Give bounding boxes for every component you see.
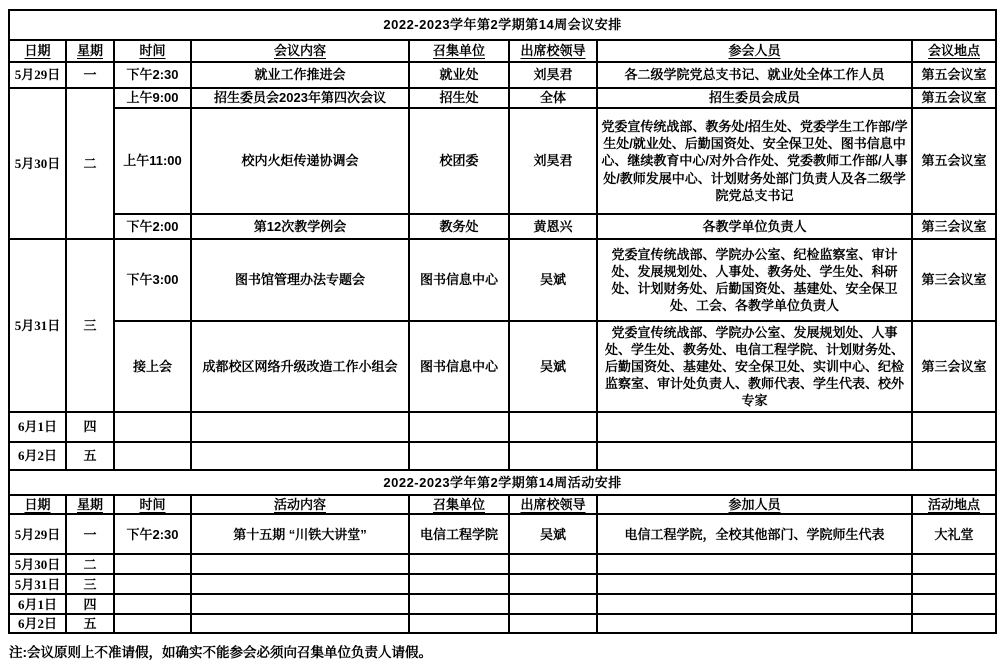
activity-content-cell: 第十五期 “川铁大讲堂”	[191, 514, 409, 554]
location-cell	[912, 594, 996, 614]
leader-cell	[509, 594, 597, 614]
table-row	[9, 239, 996, 321]
table-row	[9, 321, 996, 412]
activity-content-cell	[191, 594, 409, 614]
date-cell: 5月31日	[9, 239, 66, 412]
header-time: 时间	[114, 495, 191, 514]
participants-cell	[597, 574, 912, 594]
weekday-cell: 一	[66, 514, 114, 554]
table-row	[9, 594, 996, 614]
schedule-sheet	[8, 9, 996, 661]
meeting-table-title: 2022-2023学年第2学期第14周会议安排	[9, 10, 996, 40]
date-cell: 5月29日	[9, 514, 66, 554]
participants-cell: 各教学单位负责人	[597, 214, 912, 239]
weekday-cell: 四	[66, 594, 114, 614]
activity-content-cell	[191, 574, 409, 594]
date-cell: 5月30日	[9, 554, 66, 574]
weekday-cell: 三	[66, 239, 114, 412]
time-cell	[114, 412, 191, 442]
organizer-cell: 校团委	[409, 108, 509, 214]
meeting-content-cell: 就业工作推进会	[191, 62, 409, 88]
time-cell: 上午9:00	[114, 88, 191, 108]
weekday-cell: 五	[66, 614, 114, 633]
weekday-cell: 二	[66, 88, 114, 239]
activity-table-header-row	[9, 495, 996, 514]
organizer-cell: 就业处	[409, 62, 509, 88]
organizer-cell	[409, 442, 509, 470]
weekday-cell: 四	[66, 412, 114, 442]
time-cell	[114, 614, 191, 633]
time-cell: 下午3:00	[114, 239, 191, 321]
organizer-cell: 图书信息中心	[409, 239, 509, 321]
time-cell	[114, 554, 191, 574]
footnote: 注:会议原则上不准请假，如确实不能参会必须向召集单位负责人请假。	[9, 645, 432, 661]
leader-cell: 刘昊君	[509, 108, 597, 214]
participants-cell: 电信工程学院，全校其他部门、学院师生代表	[597, 514, 912, 554]
meeting-table-header-row	[9, 40, 996, 62]
organizer-cell	[409, 594, 509, 614]
weekday-cell: 五	[66, 442, 114, 470]
location-cell	[912, 614, 996, 633]
header-date: 日期	[9, 40, 66, 62]
table-row	[9, 108, 996, 214]
participants-cell: 党委宣传统战部、学院办公室、发展规划处、人事处、学生处、教务处、电信工程学院、计划财务处、后勤国资处、基建处、安全保卫处、实训中心、纪检监察室、审计处负责人、教师代表、学生代表、校外专家	[597, 321, 912, 412]
leader-cell: 全体	[509, 88, 597, 108]
header-participants: 参加人员	[597, 495, 912, 514]
table-row	[9, 62, 996, 88]
meeting-content-cell	[191, 442, 409, 470]
time-cell	[114, 594, 191, 614]
location-cell: 第三会议室	[912, 321, 996, 412]
meeting-content-cell: 招生委员会2023年第四次会议	[191, 88, 409, 108]
header-date: 日期	[9, 495, 66, 514]
participants-cell	[597, 412, 912, 442]
location-cell: 第三会议室	[912, 239, 996, 321]
leader-cell	[509, 614, 597, 633]
location-cell: 大礼堂	[912, 514, 996, 554]
meeting-content-cell: 校内火炬传递协调会	[191, 108, 409, 214]
table-row	[9, 214, 996, 239]
time-cell: 上午11:00	[114, 108, 191, 214]
date-cell: 5月31日	[9, 574, 66, 594]
organizer-cell	[409, 412, 509, 442]
location-cell	[912, 574, 996, 594]
activity-table-title: 2022-2023学年第2学期第14周活动安排	[9, 470, 996, 495]
header-weekday: 星期	[66, 495, 114, 514]
date-cell: 6月2日	[9, 614, 66, 633]
table-row	[9, 514, 996, 554]
participants-cell: 党委宣传统战部、教务处/招生处、党委学生工作部/学生处/就业处、后勤国资处、安全保卫处、图书信息中心、继续教育中心/对外合作处、党委教师工作部/人事处/教师发展中心、计划财务处部门负责人及各二级学院党总支书记	[597, 108, 912, 214]
leader-cell	[509, 574, 597, 594]
location-cell	[912, 442, 996, 470]
table-row	[9, 412, 996, 442]
organizer-cell	[409, 554, 509, 574]
participants-cell	[597, 614, 912, 633]
leader-cell: 吴斌	[509, 321, 597, 412]
table-row	[9, 614, 996, 633]
leader-cell: 刘昊君	[509, 62, 597, 88]
header-time: 时间	[114, 40, 191, 62]
leader-cell: 吴斌	[509, 239, 597, 321]
header-activity-content: 活动内容	[191, 495, 409, 514]
organizer-cell: 招生处	[409, 88, 509, 108]
time-cell: 接上会	[114, 321, 191, 412]
header-leader: 出席校领导	[509, 40, 597, 62]
meeting-content-cell: 第12次教学例会	[191, 214, 409, 239]
table-row	[9, 554, 996, 574]
date-cell: 5月30日	[9, 88, 66, 239]
activity-content-cell	[191, 614, 409, 633]
participants-cell: 党委宣传统战部、学院办公室、纪检监察室、审计处、发展规划处、人事处、教务处、学生处、科研处、计划财务处、后勤国资处、基建处、安全保卫处、工会、各教学单位负责人	[597, 239, 912, 321]
date-cell: 6月2日	[9, 442, 66, 470]
header-weekday: 星期	[66, 40, 114, 62]
weekday-cell: 一	[66, 62, 114, 88]
header-location: 会议地点	[912, 40, 996, 62]
participants-cell	[597, 554, 912, 574]
time-cell	[114, 574, 191, 594]
weekday-cell: 三	[66, 574, 114, 594]
location-cell: 第五会议室	[912, 108, 996, 214]
time-cell: 下午2:30	[114, 514, 191, 554]
organizer-cell	[409, 614, 509, 633]
meeting-content-cell: 图书馆管理办法专题会	[191, 239, 409, 321]
header-meeting-content: 会议内容	[191, 40, 409, 62]
organizer-cell: 教务处	[409, 214, 509, 239]
leader-cell	[509, 412, 597, 442]
time-cell	[114, 442, 191, 470]
organizer-cell: 图书信息中心	[409, 321, 509, 412]
organizer-cell	[409, 574, 509, 594]
meeting-schedule-table	[8, 9, 997, 471]
date-cell: 5月29日	[9, 62, 66, 88]
activity-schedule-table	[8, 469, 997, 634]
header-organizer: 召集单位	[409, 40, 509, 62]
organizer-cell: 电信工程学院	[409, 514, 509, 554]
weekday-cell: 二	[66, 554, 114, 574]
leader-cell: 黄恩兴	[509, 214, 597, 239]
participants-cell: 各二级学院党总支书记、就业处全体工作人员	[597, 62, 912, 88]
header-leader: 出席校领导	[509, 495, 597, 514]
location-cell: 第五会议室	[912, 88, 996, 108]
date-cell: 6月1日	[9, 594, 66, 614]
time-cell: 下午2:30	[114, 62, 191, 88]
header-location: 活动地点	[912, 495, 996, 514]
table-row	[9, 442, 996, 470]
location-cell: 第三会议室	[912, 214, 996, 239]
meeting-content-cell: 成都校区网络升级改造工作小组会	[191, 321, 409, 412]
table-row	[9, 88, 996, 108]
activity-content-cell	[191, 554, 409, 574]
time-cell: 下午2:00	[114, 214, 191, 239]
location-cell	[912, 412, 996, 442]
leader-cell	[509, 442, 597, 470]
participants-cell	[597, 442, 912, 470]
meeting-content-cell	[191, 412, 409, 442]
header-participants: 参会人员	[597, 40, 912, 62]
table-row	[9, 574, 996, 594]
leader-cell: 吴斌	[509, 514, 597, 554]
location-cell: 第五会议室	[912, 62, 996, 88]
participants-cell: 招生委员会成员	[597, 88, 912, 108]
header-organizer: 召集单位	[409, 495, 509, 514]
date-cell: 6月1日	[9, 412, 66, 442]
leader-cell	[509, 554, 597, 574]
location-cell	[912, 554, 996, 574]
participants-cell	[597, 594, 912, 614]
